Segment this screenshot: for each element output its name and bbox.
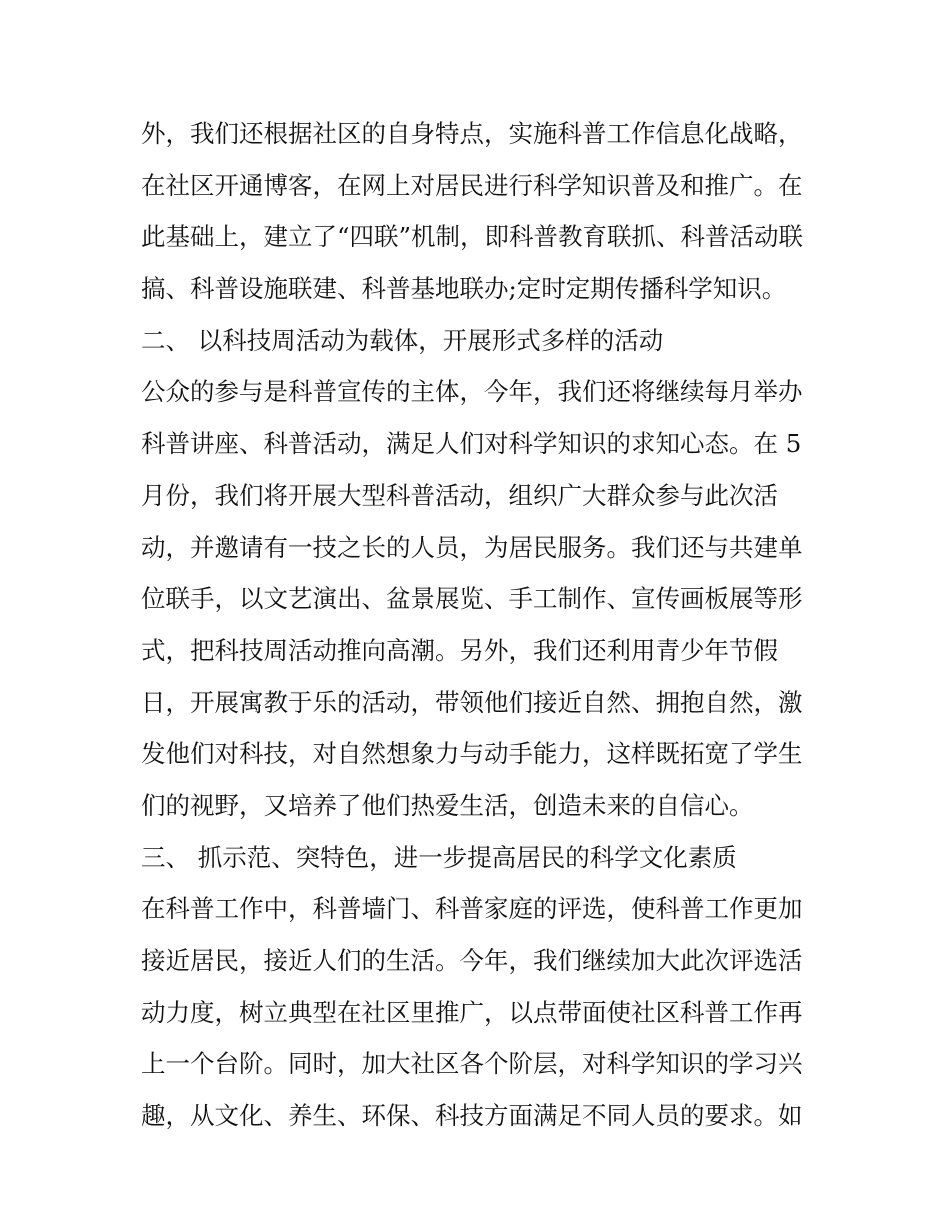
text-line: 搞、科普设施联建、科普基地联办;定时定期传播科学知识。 xyxy=(141,274,787,304)
text-line: 位联手，以文艺演出、盆景展览、手工制作、宣传画板展等形 xyxy=(141,584,803,614)
document-body xyxy=(141,108,821,1142)
text-line: 动力度，树立典型在社区里推广，以点带面使社区科普工作再 xyxy=(141,997,803,1027)
section-heading-2: 二、 以科技周活动为载体，开展形式多样的活动 xyxy=(141,325,664,355)
text-line: 此基础上，建立了“四联”机制，即科普教育联抓、科普活动联 xyxy=(141,222,804,252)
text-line: 发他们对科技，对自然想象力与动手能力，这样既拓宽了学生 xyxy=(141,739,803,769)
text-line: 动，并邀请有一技之长的人员，为居民服务。我们还与共建单 xyxy=(141,532,803,562)
text-line: 接近居民，接近人们的生活。今年，我们继续加大此次评选活 xyxy=(141,946,803,975)
text-line: 上一个台阶。同时，加大社区各个阶层，对科学知识的学习兴 xyxy=(141,1049,803,1079)
text-line: 日，开展寓教于乐的活动，带领他们接近自然、拥抱自然，激 xyxy=(141,687,803,717)
text-line: 外，我们还根据社区的自身特点，实施科普工作信息化战略， xyxy=(141,119,803,148)
text-line: 们的视野，又培养了他们热爱生活，创造未来的自信心。 xyxy=(141,790,754,820)
text-line: 在科普工作中，科普墙门、科普家庭的评选，使科普工作更加 xyxy=(141,894,803,924)
text-line: 式，把科技周活动推向高潮。另外，我们还利用青少年节假 xyxy=(141,635,778,665)
text-line: 科普讲座、科普活动，满足人们对科学知识的求知心态。在 5 xyxy=(141,429,802,459)
text-line: 月份，我们将开展大型科普活动，组织广大群众参与此次活 xyxy=(141,480,778,510)
text-line: 趣，从文化、养生、环保、科技方面满足不同人员的要求。如 xyxy=(141,1101,803,1131)
text-line: 在社区开通博客，在网上对居民进行科学知识普及和推广。在 xyxy=(141,170,803,200)
section-heading-3: 三、 抓示范、突特色，进一步提高居民的科学文化素质 xyxy=(141,842,737,872)
text-line: 公众的参与是科普宣传的主体，今年，我们还将继续每月举办 xyxy=(141,377,803,407)
